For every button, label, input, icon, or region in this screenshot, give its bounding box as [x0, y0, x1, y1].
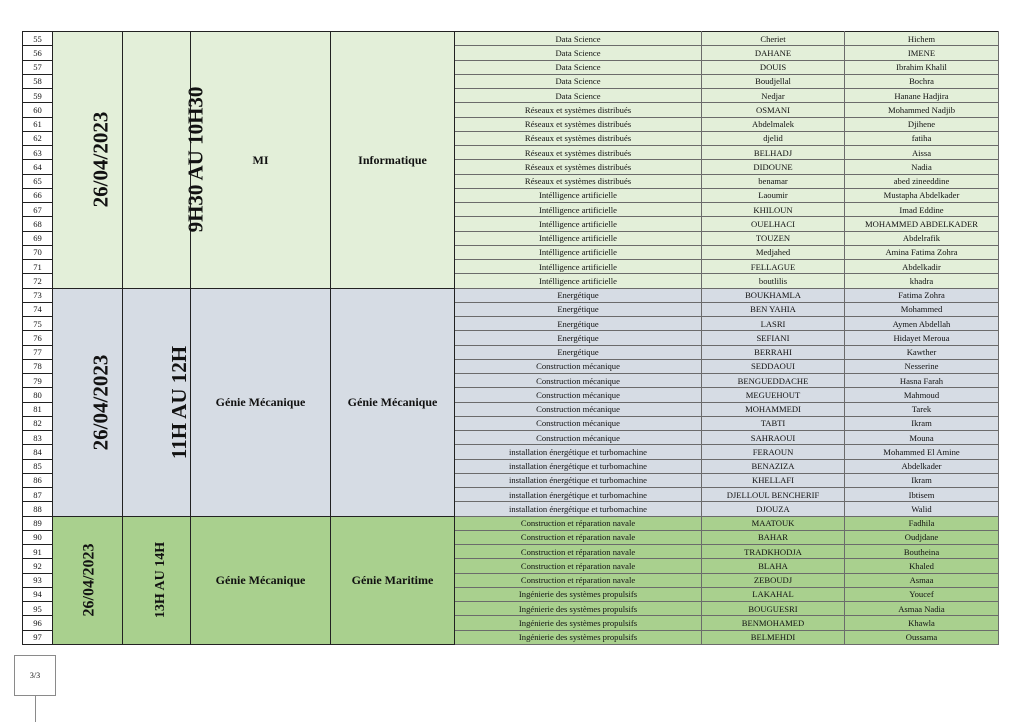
row-number: 90: [23, 530, 53, 544]
speciality-cell: Intélligence artificielle: [455, 217, 702, 231]
row-number: 69: [23, 231, 53, 245]
domain-cell: Génie Mécanique: [191, 516, 331, 644]
row-number: 80: [23, 388, 53, 402]
last-name-cell: FERAOUN: [702, 445, 845, 459]
speciality-cell: Energétique: [455, 331, 702, 345]
speciality-cell: Data Science: [455, 46, 702, 60]
last-name-cell: TABTI: [702, 416, 845, 430]
exam-date: [53, 288, 123, 516]
first-name-cell: Mustapha Abdelkader: [845, 188, 999, 202]
page-marker-line: [35, 696, 36, 722]
exam-date-text: 26/04/2023: [88, 111, 113, 208]
last-name-cell: Nedjar: [702, 89, 845, 103]
first-name-cell: Hidayet Meroua: [845, 331, 999, 345]
first-name-cell: Aissa: [845, 146, 999, 160]
row-number: 61: [23, 117, 53, 131]
first-name-cell: Ikram: [845, 473, 999, 487]
last-name-cell: SAHRAOUI: [702, 431, 845, 445]
last-name-cell: BAHAR: [702, 530, 845, 544]
speciality-cell: Construction mécanique: [455, 402, 702, 416]
last-name-cell: Boudjellal: [702, 74, 845, 88]
speciality-cell: Réseaux et systèmes distribués: [455, 174, 702, 188]
last-name-cell: Medjahed: [702, 245, 845, 259]
row-number: 84: [23, 445, 53, 459]
row-number: 68: [23, 217, 53, 231]
row-number: 77: [23, 345, 53, 359]
speciality-cell: Energétique: [455, 302, 702, 316]
speciality-cell: Construction mécanique: [455, 374, 702, 388]
speciality-cell: Intélligence artificielle: [455, 203, 702, 217]
row-number: 76: [23, 331, 53, 345]
speciality-cell: Energétique: [455, 317, 702, 331]
row-number: 79: [23, 374, 53, 388]
last-name-cell: TOUZEN: [702, 231, 845, 245]
first-name-cell: Amina Fatima Zohra: [845, 245, 999, 259]
last-name-cell: DJELLOUL BENCHERIF: [702, 488, 845, 502]
speciality-cell: Data Science: [455, 32, 702, 46]
last-name-cell: BEN YAHIA: [702, 302, 845, 316]
row-number: 97: [23, 630, 53, 644]
first-name-cell: Nesserine: [845, 359, 999, 373]
speciality-cell: Intélligence artificielle: [455, 274, 702, 288]
schedule-body: [23, 32, 999, 645]
last-name-cell: boutlilis: [702, 274, 845, 288]
row-number: 93: [23, 573, 53, 587]
last-name-cell: BENGUEDDACHE: [702, 374, 845, 388]
last-name-cell: OSMANI: [702, 103, 845, 117]
speciality-cell: Intélligence artificielle: [455, 231, 702, 245]
row-number: 67: [23, 203, 53, 217]
first-name-cell: Mouna: [845, 431, 999, 445]
first-name-cell: Ibrahim Khalil: [845, 60, 999, 74]
row-number: 70: [23, 245, 53, 259]
speciality-cell: Data Science: [455, 89, 702, 103]
last-name-cell: BENAZIZA: [702, 459, 845, 473]
last-name-cell: BELHADJ: [702, 146, 845, 160]
speciality-cell: Data Science: [455, 74, 702, 88]
row-number: 66: [23, 188, 53, 202]
speciality-cell: installation énergétique et turbomachine: [455, 488, 702, 502]
domain-cell: Génie Mécanique: [191, 288, 331, 516]
speciality-cell: Construction et réparation navale: [455, 545, 702, 559]
row-number: 71: [23, 260, 53, 274]
last-name-cell: MOHAMMEDI: [702, 402, 845, 416]
row-number: 95: [23, 602, 53, 616]
first-name-cell: Ibtisem: [845, 488, 999, 502]
first-name-cell: Mohammed El Amine: [845, 445, 999, 459]
last-name-cell: DJOUZA: [702, 502, 845, 516]
first-name-cell: IMENE: [845, 46, 999, 60]
row-number: 88: [23, 502, 53, 516]
row-number: 94: [23, 587, 53, 601]
first-name-cell: Abdelkader: [845, 459, 999, 473]
first-name-cell: Abdelrafik: [845, 231, 999, 245]
row-number: 83: [23, 431, 53, 445]
row-number: 87: [23, 488, 53, 502]
first-name-cell: Mohammed Nadjib: [845, 103, 999, 117]
last-name-cell: BERRAHI: [702, 345, 845, 359]
last-name-cell: Abdelmalek: [702, 117, 845, 131]
first-name-cell: Hanane Hadjira: [845, 89, 999, 103]
table-row: [23, 32, 999, 46]
last-name-cell: MAATOUK: [702, 516, 845, 530]
first-name-cell: Asmaa Nadia: [845, 602, 999, 616]
speciality-cell: Construction et réparation navale: [455, 530, 702, 544]
last-name-cell: BENMOHAMED: [702, 616, 845, 630]
field-cell: Génie Maritime: [331, 516, 455, 644]
speciality-cell: Construction et réparation navale: [455, 573, 702, 587]
first-name-cell: Kawther: [845, 345, 999, 359]
first-name-cell: Asmaa: [845, 573, 999, 587]
last-name-cell: BLAHA: [702, 559, 845, 573]
first-name-cell: Khaled: [845, 559, 999, 573]
speciality-cell: Data Science: [455, 60, 702, 74]
speciality-cell: Réseaux et systèmes distribués: [455, 117, 702, 131]
first-name-cell: Tarek: [845, 402, 999, 416]
field-cell: Génie Mécanique: [331, 288, 455, 516]
last-name-cell: KHILOUN: [702, 203, 845, 217]
first-name-cell: Abdelkadir: [845, 260, 999, 274]
row-number: 72: [23, 274, 53, 288]
speciality-cell: Réseaux et systèmes distribués: [455, 131, 702, 145]
first-name-cell: Oussama: [845, 630, 999, 644]
row-number: 91: [23, 545, 53, 559]
row-number: 55: [23, 32, 53, 46]
last-name-cell: DIDOUNE: [702, 160, 845, 174]
first-name-cell: Khawla: [845, 616, 999, 630]
speciality-cell: Energétique: [455, 288, 702, 302]
last-name-cell: Cheriet: [702, 32, 845, 46]
row-number: 65: [23, 174, 53, 188]
last-name-cell: SEFIANI: [702, 331, 845, 345]
table-row: [23, 516, 999, 530]
exam-date-text: 26/04/2023: [80, 543, 98, 617]
last-name-cell: BELMEHDI: [702, 630, 845, 644]
last-name-cell: SEDDAOUI: [702, 359, 845, 373]
exam-date: [53, 32, 123, 289]
first-name-cell: MOHAMMED ABDELKADER: [845, 217, 999, 231]
page-number-box: [14, 655, 56, 696]
last-name-cell: LAKAHAL: [702, 587, 845, 601]
speciality-cell: Energétique: [455, 345, 702, 359]
first-name-cell: Hasna Farah: [845, 374, 999, 388]
speciality-cell: installation énergétique et turbomachine: [455, 473, 702, 487]
speciality-cell: Construction mécanique: [455, 388, 702, 402]
speciality-cell: Réseaux et systèmes distribués: [455, 160, 702, 174]
speciality-cell: Ingénierie des systèmes propulsifs: [455, 616, 702, 630]
row-number: 59: [23, 89, 53, 103]
exam-time-text: 9H30 AU 10H30: [183, 86, 208, 233]
first-name-cell: Fadhila: [845, 516, 999, 530]
first-name-cell: Hichem: [845, 32, 999, 46]
speciality-cell: Construction et réparation navale: [455, 516, 702, 530]
first-name-cell: Walid: [845, 502, 999, 516]
speciality-cell: Réseaux et systèmes distribués: [455, 146, 702, 160]
exam-time-text: 11H AU 12H: [167, 345, 192, 459]
field-cell: Informatique: [331, 32, 455, 289]
first-name-cell: Boutheina: [845, 545, 999, 559]
exam-date-text: 26/04/2023: [88, 354, 113, 450]
speciality-cell: Ingénierie des systèmes propulsifs: [455, 602, 702, 616]
first-name-cell: Nadia: [845, 160, 999, 174]
speciality-cell: Construction mécanique: [455, 416, 702, 430]
first-name-cell: Imad Eddine: [845, 203, 999, 217]
speciality-cell: Ingénierie des systèmes propulsifs: [455, 587, 702, 601]
first-name-cell: Mahmoud: [845, 388, 999, 402]
last-name-cell: LASRI: [702, 317, 845, 331]
row-number: 60: [23, 103, 53, 117]
speciality-cell: Intélligence artificielle: [455, 245, 702, 259]
speciality-cell: installation énergétique et turbomachine: [455, 502, 702, 516]
first-name-cell: fatiha: [845, 131, 999, 145]
row-number: 96: [23, 616, 53, 630]
first-name-cell: Mohammed: [845, 302, 999, 316]
last-name-cell: BOUGUESRI: [702, 602, 845, 616]
schedule-table: [22, 31, 999, 645]
speciality-cell: Construction et réparation navale: [455, 559, 702, 573]
exam-time: [123, 32, 208, 289]
row-number: 78: [23, 359, 53, 373]
last-name-cell: djelid: [702, 131, 845, 145]
first-name-cell: Youcef: [845, 587, 999, 601]
first-name-cell: Oudjdane: [845, 530, 999, 544]
first-name-cell: Fatima Zohra: [845, 288, 999, 302]
page-number: 3/3: [29, 671, 41, 680]
row-number: 92: [23, 559, 53, 573]
exam-time: [123, 288, 191, 516]
speciality-cell: installation énergétique et turbomachine: [455, 445, 702, 459]
row-number: 85: [23, 459, 53, 473]
row-number: 56: [23, 46, 53, 60]
row-number: 74: [23, 302, 53, 316]
speciality-cell: Intélligence artificielle: [455, 260, 702, 274]
last-name-cell: benamar: [702, 174, 845, 188]
row-number: 64: [23, 160, 53, 174]
table-row: [23, 288, 999, 302]
exam-date: [53, 516, 123, 644]
row-number: 62: [23, 131, 53, 145]
last-name-cell: BOUKHAMLA: [702, 288, 845, 302]
first-name-cell: Djihene: [845, 117, 999, 131]
last-name-cell: Laoumir: [702, 188, 845, 202]
row-number: 82: [23, 416, 53, 430]
row-number: 86: [23, 473, 53, 487]
last-name-cell: MEGUEHOUT: [702, 388, 845, 402]
row-number: 81: [23, 402, 53, 416]
last-name-cell: DAHANE: [702, 46, 845, 60]
domain-cell: MI: [191, 32, 331, 289]
speciality-cell: Construction mécanique: [455, 359, 702, 373]
speciality-cell: Ingénierie des systèmes propulsifs: [455, 630, 702, 644]
last-name-cell: DOUIS: [702, 60, 845, 74]
row-number: 58: [23, 74, 53, 88]
speciality-cell: installation énergétique et turbomachine: [455, 459, 702, 473]
first-name-cell: abed zineeddine: [845, 174, 999, 188]
row-number: 63: [23, 146, 53, 160]
first-name-cell: Bochra: [845, 74, 999, 88]
row-number: 57: [23, 60, 53, 74]
row-number: 73: [23, 288, 53, 302]
last-name-cell: TRADKHODJA: [702, 545, 845, 559]
row-number: 75: [23, 317, 53, 331]
first-name-cell: Ikram: [845, 416, 999, 430]
exam-time-text: 13H AU 14H: [153, 542, 169, 619]
speciality-cell: Construction mécanique: [455, 431, 702, 445]
last-name-cell: ZEBOUDJ: [702, 573, 845, 587]
last-name-cell: KHELLAFI: [702, 473, 845, 487]
speciality-cell: Réseaux et systèmes distribués: [455, 103, 702, 117]
exam-time: [123, 516, 191, 644]
first-name-cell: khadra: [845, 274, 999, 288]
last-name-cell: OUELHACI: [702, 217, 845, 231]
first-name-cell: Aymen Abdellah: [845, 317, 999, 331]
speciality-cell: Intélligence artificielle: [455, 188, 702, 202]
last-name-cell: FELLAGUE: [702, 260, 845, 274]
row-number: 89: [23, 516, 53, 530]
